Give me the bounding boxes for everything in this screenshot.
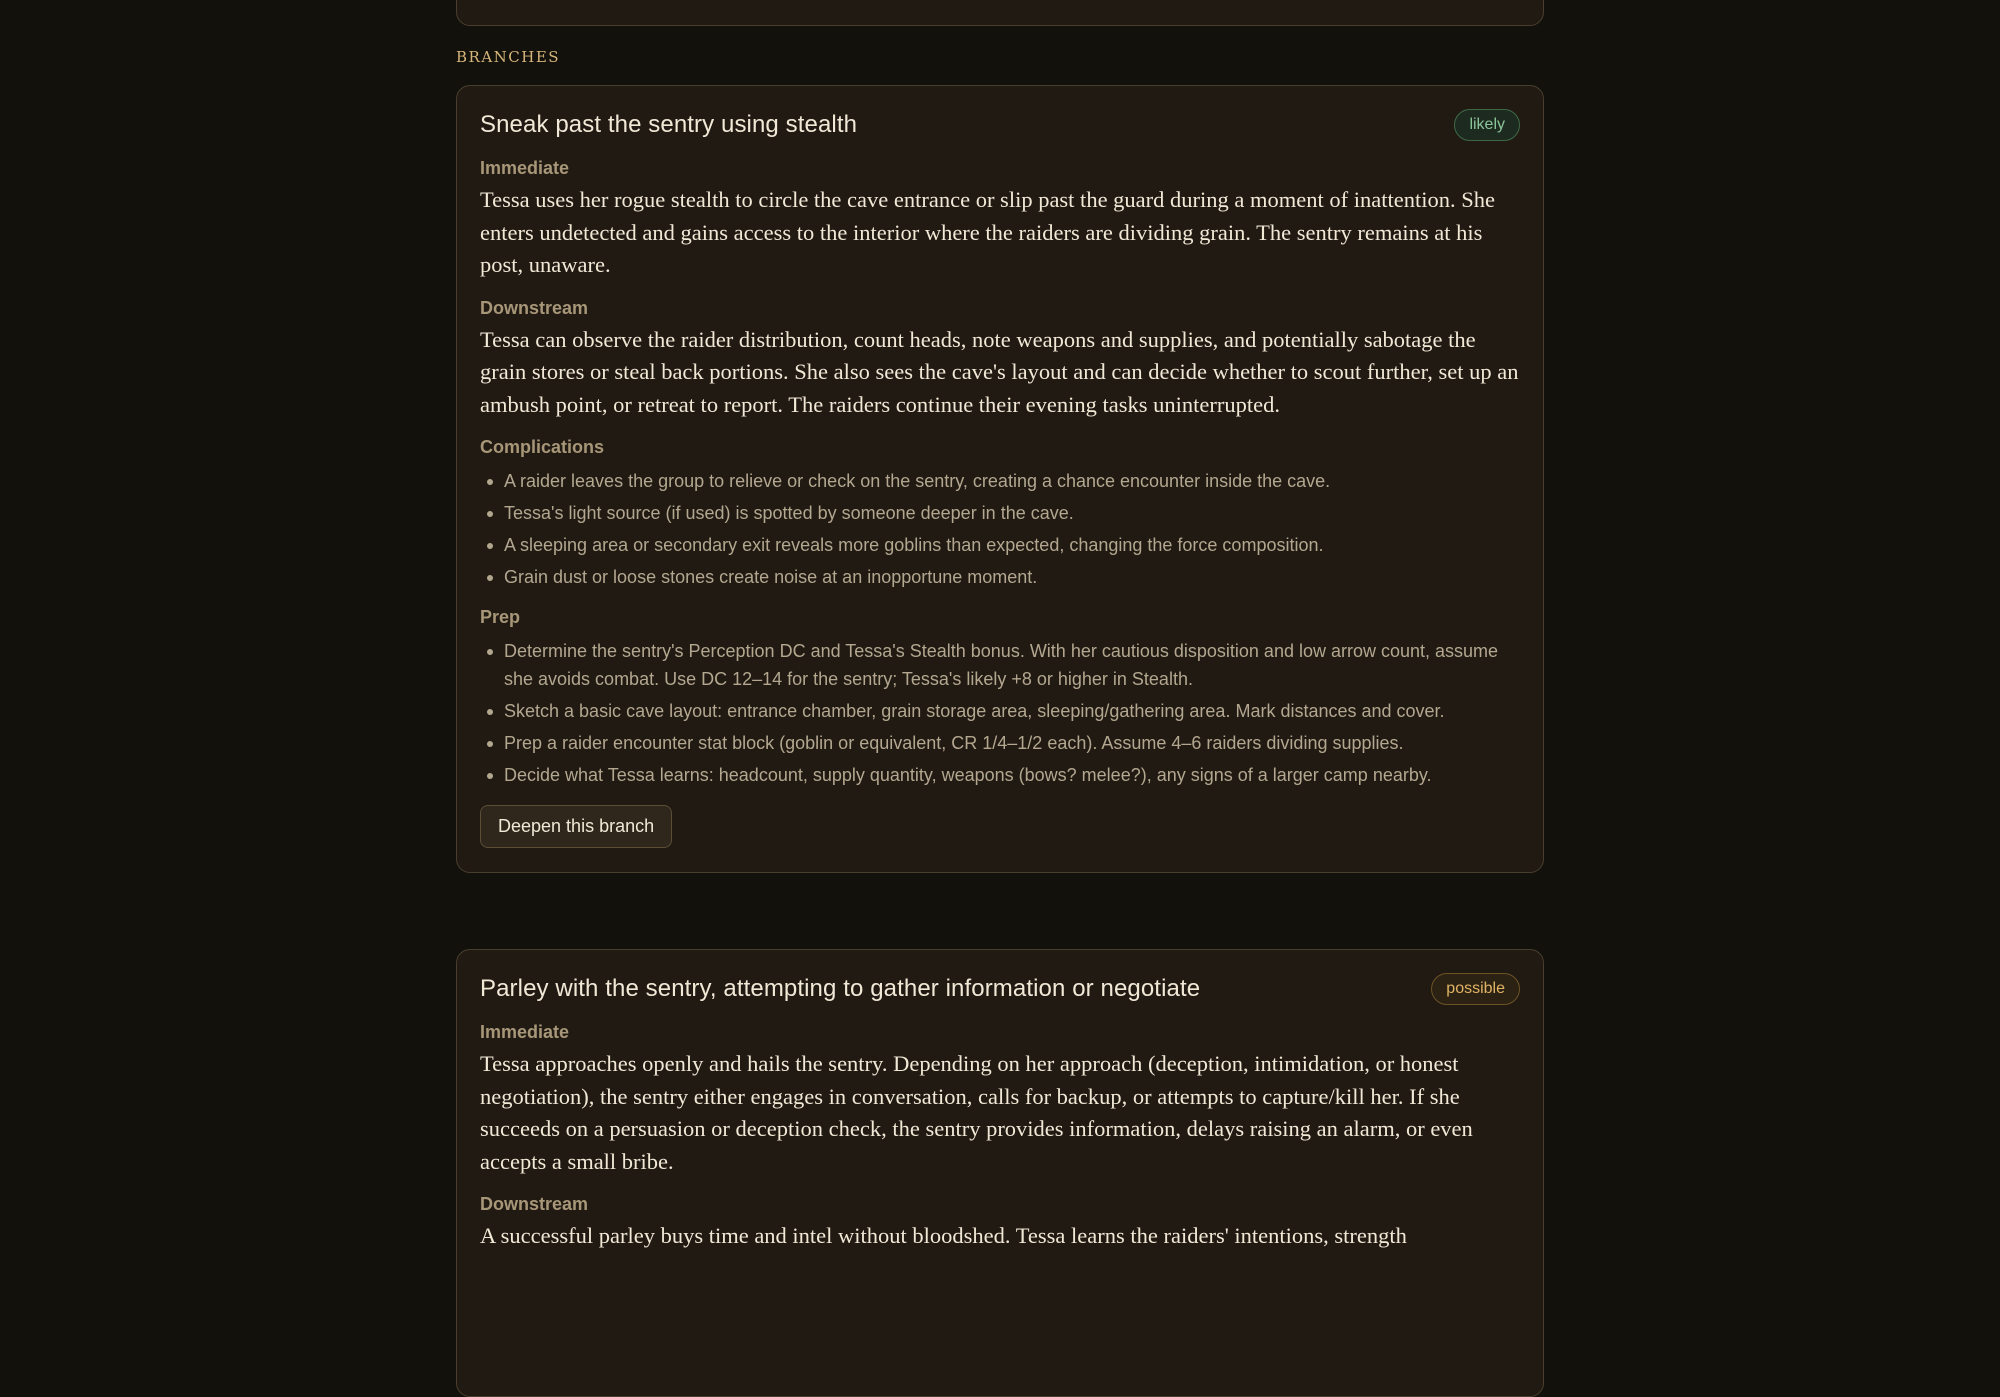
immediate-label: Immediate [480, 1022, 570, 1042]
complications-list [480, 467, 1520, 591]
likelihood-badge: likely [1454, 109, 1520, 141]
list-item: Grain dust or loose stones create noise at an inopportune moment. [504, 563, 1520, 591]
branch-card [456, 85, 1544, 873]
immediate-text: Tessa approaches openly and hails the sentry. Depending on her approach (deception, intimidation, or honest negotiation), the sentry either engages in conversation, calls for backup, or attempts to capture/kill her. If she succeeds on a persuasion or deception check, the sentry provides information, delays raising an alarm, or even accepts a small bribe. [480, 1051, 1473, 1174]
deepen-branch-button[interactable]: Deepen this branch [480, 805, 672, 848]
branch-card [456, 949, 1544, 1397]
branch-title: Sneak past the sentry using stealth [480, 111, 858, 138]
list-item: Sketch a basic cave layout: entrance chamber, grain storage area, sleeping/gathering area. Mark distances and cover. [504, 697, 1520, 725]
previous-card [456, 0, 1544, 26]
downstream-label: Downstream [480, 1194, 589, 1214]
list-item: Prep a raider encounter stat block (goblin or equivalent, CR 1/4–1/2 each). Assume 4–6 raiders dividing supplies. [504, 729, 1520, 757]
downstream-text: Tessa can observe the raider distribution, count heads, note weapons and supplies, and potentially sabotage the grain stores or steal back portions. She also sees the cave's layout and can decide whether to scout further, set up an ambush point, or retreat to report. The raiders continue their evening tasks uninterrupted. [480, 326, 1519, 417]
complications-label: Complications [480, 437, 605, 457]
branch-header [480, 972, 1520, 1006]
list-item: Determine the sentry's Perception DC and Tessa's Stealth bonus. With her cautious disposition and low arrow count, assume she avoids combat. Use DC 12–14 for the sentry; Tessa's likely +8 or higher in Stealth. [504, 637, 1520, 693]
prep-list [480, 637, 1520, 789]
branch-title: Parley with the sentry, attempting to gather information or negotiate [480, 975, 1201, 1002]
list-item: Decide what Tessa learns: headcount, supply quantity, weapons (bows? melee?), any signs of a larger camp nearby. [504, 761, 1520, 789]
downstream-label: Downstream [480, 297, 589, 318]
branch-header [480, 108, 1520, 142]
immediate-text: Tessa uses her rogue stealth to circle the cave entrance or slip past the guard during a moment of inattention. She enters undetected and gains access to the interior where the raiders are dividing grain. The sentry remains at his post, unaware. [480, 187, 1495, 277]
likelihood-badge: possible [1431, 973, 1520, 1005]
downstream-text: A successful parley buys time and intel without bloodshed. Tessa learns the raiders' intentions, strength [480, 1223, 1407, 1248]
list-item: Tessa's light source (if used) is spotted by someone deeper in the cave. [504, 499, 1520, 527]
section-label: BRANCHES [456, 48, 561, 66]
list-item: A raider leaves the group to relieve or check on the sentry, creating a chance encounter inside the cave. [504, 467, 1520, 495]
list-item: A sleeping area or secondary exit reveals more goblins than expected, changing the force composition. [504, 531, 1520, 559]
prep-label: Prep [480, 607, 521, 627]
immediate-label: Immediate [480, 158, 570, 178]
